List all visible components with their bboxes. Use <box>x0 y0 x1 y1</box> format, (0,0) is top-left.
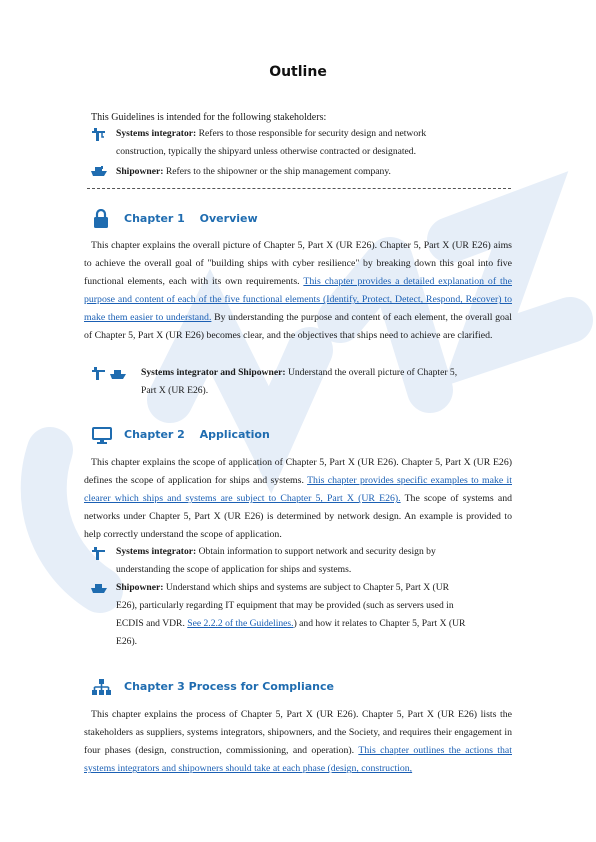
role-text: Refers to those responsible for security design and network <box>196 128 427 139</box>
intro-text: This Guidelines is intended for the following stakeholders: <box>91 112 327 123</box>
chapter3-heading: Chapter 3 Process for Compliance <box>124 680 334 693</box>
chapter2-heading: Chapter 2 Application <box>124 428 270 441</box>
chapter1-heading: Chapter 1 Overview <box>124 212 258 225</box>
chapter2-body <box>84 454 512 544</box>
crane-icon <box>91 367 106 381</box>
role-label: Systems integrator: <box>116 546 197 557</box>
chapter2-owner <box>116 579 516 597</box>
role-text: Understand the overall picture of Chapter 5, <box>285 367 458 378</box>
crane-icon <box>91 547 106 561</box>
chapter1-both-role <box>141 364 521 382</box>
chapter3-link[interactable]: This chapter outlines the actions that systems integrators and shipowners should take at each phase (design, construction, <box>84 745 512 775</box>
role-label: Systems integrator: <box>116 128 197 139</box>
role-integrator-line2: construction, typically the shipyard unless otherwise contracted or designated. <box>116 146 416 157</box>
ship-icon <box>91 583 107 593</box>
role-label: Systems integrator and Shipowner: <box>141 367 286 378</box>
chapter2-text-b: The scope of systems and networks under Chapter 5, Part X (UR E26) is determined by network design. An example is provided to help correctly understand the scope of application. <box>84 493 512 541</box>
page-title: Outline <box>269 64 327 80</box>
chapter3-body <box>84 706 512 778</box>
chapter2-owner-line2: E26), particularly regarding IT equipment that may be provided (such as servers used in <box>116 600 454 611</box>
chapter2-link[interactable]: This chapter provides specific examples to make it clearer which ships and systems are subject to Chapter 5, Part X (UR E26). <box>84 475 512 505</box>
chapter2-integrator <box>116 543 516 561</box>
role-label: Shipowner: <box>116 166 164 177</box>
chapter1-link[interactable]: This chapter provides a detailed explanation of the purpose and content of each of the five functional elements (Identify, Protect, Detect, Respond, Recover) to make them easier to understand. <box>84 276 512 324</box>
ship-icon <box>110 369 126 379</box>
chapter2-text-a: This chapter explains the scope of application of Chapter 5, Part X (UR E26). Chapter 5, Part X (UR E26) defines the scope of application for ships and systems. <box>84 457 512 487</box>
chapter1-body <box>84 237 512 346</box>
divider <box>87 188 511 189</box>
guidelines-link[interactable]: See 2.2.2 of the Guidelines. <box>187 618 294 629</box>
role-label: Shipowner: <box>116 582 164 593</box>
chapter2-owner-line3 <box>116 615 516 633</box>
chapter1-text-a: This chapter explains the overall picture of Chapter 5, Part X (UR E26). Chapter 5, Part X (UR E26) aims to achieve the overall goal of "building ships with cyber resilience" by breaking down this goal into five functional elements, each with its own requirements. <box>84 240 512 288</box>
hierarchy-icon <box>92 679 111 696</box>
chapter1-both-line2: Part X (UR E26). <box>141 385 209 396</box>
chapter2-integrator-line2: understanding the scope of application for ships and systems. <box>116 564 352 575</box>
role-owner <box>116 163 516 181</box>
role-integrator <box>116 125 516 143</box>
role-text: Obtain information to support network and security design by <box>196 546 436 557</box>
role-text: Refers to the shipowner or the ship management company. <box>163 166 391 177</box>
chapter1-text-b: By understanding the purpose and content of each element, the overall goal of Chapter 5, Part X (UR E26) becomes clear, and the objectives that ships need to achieve are clarified. <box>84 312 512 342</box>
ship-icon <box>91 166 107 176</box>
role-text: ECDIS and VDR. <box>116 618 188 629</box>
crane-icon <box>91 128 106 142</box>
role-text: Understand which ships and systems are subject to Chapter 5, Part X (UR <box>163 582 450 593</box>
role-text: ) and how it relates to Chapter 5, Part X (UR <box>293 618 466 629</box>
lock-icon <box>93 209 109 228</box>
chapter3-text-a: This chapter explains the process of Chapter 5, Part X (UR E26). Chapter 5, Part X (UR E26) lists the stakeholders as suppliers, systems integrators, shipowners, and the Society, and requires their engagement in four phases (design, construction, commissioning, and operation). <box>84 709 512 757</box>
monitor-icon <box>92 427 112 444</box>
chapter2-owner-line4: E26). <box>116 636 138 647</box>
